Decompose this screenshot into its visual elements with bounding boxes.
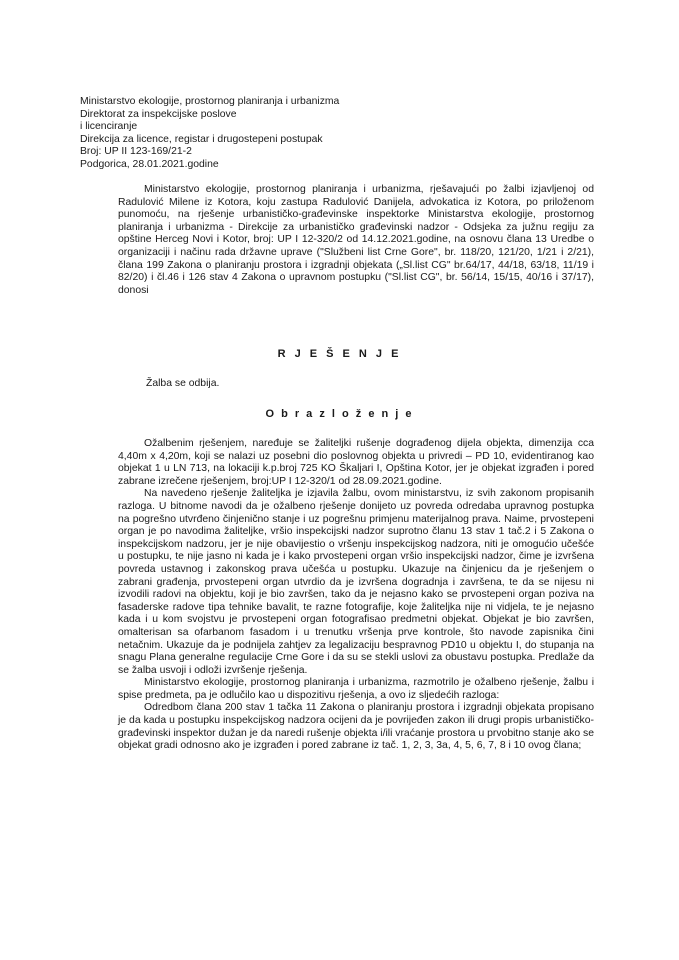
reasoning-title: O b r a z l o ž e n j e — [265, 408, 414, 420]
paragraph-appeal-claims: Na navedeno rješenje žaliteljka je izjavila žalbu, ovom ministarstvu, iz svih zakonom propisanih razloga. U bitnome navodi da je ožalbeno rješenje donijeto uz povreda odredaba upravnog postupka na pogrešno utvrđeno činjenično stanje i uz pogrešnu primjenu materijalnog prava. Naime, prvostepeni organ je po navodima žaliteljke, vršio inspekcijski nadzor suprotno članu 13 stav 1 tač.2 i 5 Zakona o inspekcijskom nadzoru, jer je nije obavijestio o vršenju inspekcijskog nadzora, niti je omogućio učešće u postupku, te nije jasno ni kada je i kako prvostepeni organ vršio inspekcijski nadzor, čime je izvršena povreda ustavnog i zakonskog prava učešća u postupku. Ukazuje na činjenicu da je rješenjem o zabrani građenja, prvostepeni organ utvrdio da je izvršena dogradnja i završena, te da se nijesu ni izvodili radovi na objektu, koji je bio završen, tako da je nejasno kako se prvostepeni organ poziva na fasaderske radove tipa tehnike bavalit, te razne fotografije, koje žaliteljka nije ni vidjela, te je nejasno kada i u kom svojstvu je prvostepeni organ fotografisao predmetni objekat. Objekat je bio završen, omalterisan sa ofarbanom fasadom i u trenutku vršenja prve kontrole, što navode zapisnika čini netačnim. Ukazuje da je podnijela zahtjev za legalizaciju bespravnog PD10 u objektu I, do stupanja na snagu Plana generalne regulacije Crne Gore i da su se stekli uslovi za obustavu postupka. Predlaže da se žalba usvoji i odloži izvršenje rješenja. — [118, 488, 594, 676]
header-case-number: Broj: UP II 123-169/21-2 — [80, 146, 192, 158]
paragraph-legal-basis: Odredbom člana 200 stav 1 tačka 11 Zakona o planiranju prostora i izgradnji objekata propisano je da kada u postupku inspekcijskog nadzora ocijeni da je povrijeđen zakon ili drugi propis urbanističko-građevinski inspektor dužan je da naredi rušenje objekta i/ili vraćanje prostora u prvobitno stanje ako se objekat gradi odnosno ako je izgrađen i pored zabrane iz tač. 1, 2, 3, 3a, 4, 5, 6, 7, 8 i 10 ovog člana; — [118, 702, 594, 752]
paragraph-ministry-review: Ministarstvo ekologije, prostornog planiranja i urbanizma, razmotrilo je ožalbeno rješenje, žalbu i spise predmeta, pa je odlučilo kao u dispozitivu rješenja, a ovo iz sljedećih razloga: — [118, 677, 594, 701]
intro-paragraph — [118, 184, 594, 297]
header-ministry: Ministarstvo ekologije, prostornog planiranja i urbanizma — [80, 96, 340, 107]
reasoning-body — [118, 438, 594, 753]
verdict-text: Žalba se odbija. — [146, 378, 220, 389]
paragraph-appealed-decision: Ožalbenim rješenjem, naređuje se žaliteljki rušenje dograđenog dijela objekta, dimenzija cca 4,40m x 4,20m, koji se nalazi uz posebni dio poslovnog objekta u privredi – PD 10, evidentiranog kao objekat 1 u LN 713, na lokaciji k.p.broj 725 KO Škaljari I, Opština Kotor, jer je objekat izgrađen i pored zabrane izrečene rješenjem, broj:UP I 12-320/1 od 28.09.2021.godine. — [118, 438, 594, 487]
header-directorate-cont: i licenciranje — [80, 121, 138, 133]
header-place-date: Podgorica, 28.01.2021.godine — [80, 158, 219, 170]
header-department: Direkcija za licence, registar i drugostepeni postupak — [80, 133, 323, 145]
decision-title: R J E Š E N J E — [277, 348, 402, 360]
document-header — [80, 96, 600, 172]
header-directorate: Direktorat za inspekcijske poslove — [80, 108, 237, 120]
intro-text: Ministarstvo ekologije, prostornog planiranja i urbanizma, rješavajući po žalbi izjavljenoj od Radulović Milene iz Kotora, koju zastupa Radulović Danijela, advokatica iz Kotora, po priloženom punomoću, na rješenje urbanističko-građevinske inspektorke Ministarstva ekologije, prostornog planiranja i urbanizma - Direkcije za urbanističko građevinski nadzor - Odsjeka za južnu regiju za opštine Herceg Novi i Kotor, broj: UP I 12-320/2 od 14.12.2021.godine, na osnovu člana 13 Uredbe o organizaciji i načinu rada državne uprave ("Službeni list Crne Gore", br. 118/20, 121/20, 1/21 i 2/21), člana 199 Zakona o planiranju prostora i izgradnji objekata („Sl.list CG" br.64/17, 44/18, 63/18, 11/19 i 82/20) i čl.46 i 126 stav 4 Zakona o upravnom postupku ("Sl.list CG", br. 56/14, 15/15, 40/16 i 37/17), donosi — [118, 184, 594, 296]
